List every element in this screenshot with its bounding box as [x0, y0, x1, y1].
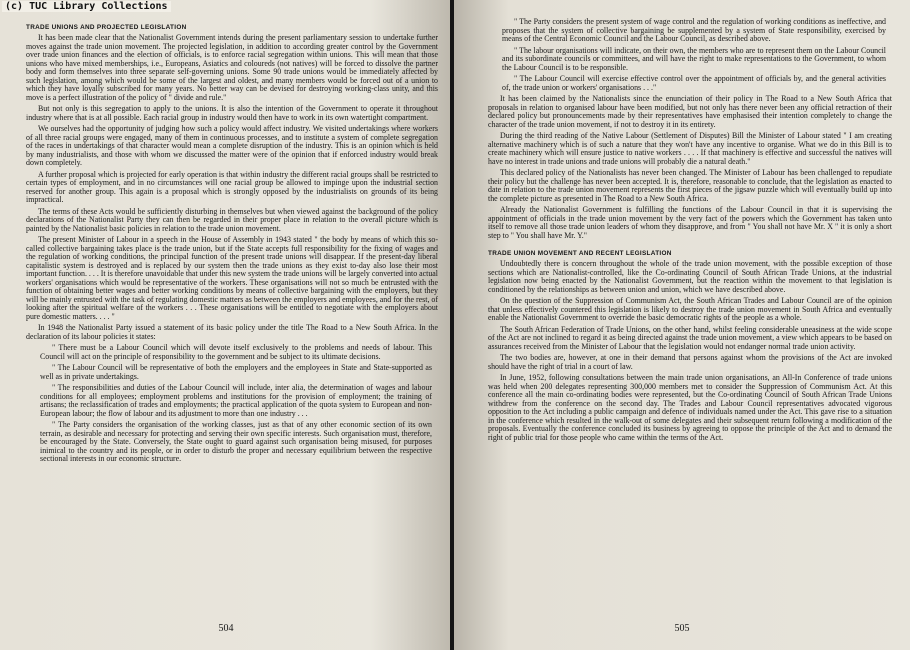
paragraph: The two bodies are, however, at one in their demand that persons against whom the provisions of the Act are invoked should have the right of trial in a court of law.: [488, 353, 892, 371]
quote-paragraph: " The Labour Council will be representative of both the employers and the employees in State and State-supported as well as in private undertakings.: [40, 363, 432, 381]
paragraph: The present Minister of Labour in a speech in the House of Assembly in 1943 stated " the body by means of which this so-called collective bargaining takes place is the trade union, but if the State accepts full responsibility for the fixing of wages and the regulation of working conditions, the principal function of the present trade unions will disappear. If the present-day liberal capitalistic system is destroyed and is replaced by our system then the trade unions as they exist to-day also lose their most important function. . . . It is therefore unavoidable that under this new system the trade unions will be largely converted into actual workers' organisations which would be representative of the workers. These organisations will not so much be entrusted with the function of obtaining better wages and better working conditions by means of collective bargaining with the employers, but they will be mainly entrusted with the task of regulating domestic matters as between the employers and employees, and for the rest, of looking after the spiritual welfare of the workers . . . These organisations will be entitled to negotiate with the employers about pure domestic matters. . . . ": [26, 235, 438, 321]
section-heading-recent-legislation: TRADE UNION MOVEMENT AND RECENT LEGISLATION: [488, 250, 672, 257]
paragraph: On the question of the Suppression of Communism Act, the South African Trades and Labour Council are of the opinion that unless effectively countered this legislation is likely to destroy the trade union movement in South Africa and eventually enable the Nationalist Government to override the basic democratic rights of the people as a whole.: [488, 296, 892, 322]
paragraph: We ourselves had the opportunity of judging how such a policy would affect industry. We visited undertakings where workers of all three racial groups were engaged, many of them in continuous processes, and to institute a system of complete segregation of the races in undertakings of that character would mean a complete disruption of the industry. This is an opinion which is held by many industrialists, and those with whom we discussed the matter were of the opinion that if enforced industry would break down completely.: [26, 124, 438, 167]
paragraph: This declared policy of the Nationalists has never been changed. The Minister of Labour has been challenged to repudiate their policy but the challenge has never been accepted. It is, therefore, reasonable to conclude, that the legislation as enacted to date in relation to the trade union movement represents the first pieces of the jigsaw puzzle which will eventually build up into the complete picture as presented in The Road to a New South Africa.: [488, 168, 892, 203]
page-number: 504: [218, 623, 234, 634]
quote-paragraph: " The responsibilities and duties of the Labour Council will include, inter alia, the determination of wages and labour conditions for all employees; employment problems and institutions for the provision of employment; the training of artisans; the reclassification of trades and employments; the practical application of the quota system to European and non-European labour; the flow of labour and its adjustment to more than one industry . . .: [40, 383, 432, 418]
paragraph: In June, 1952, following consultations between the main trade union organisations, an All-In Conference of trade unions was held when 200 delegates representing 300,000 members met to consider the Suppression of Communism Act. At this conference all the main co-ordinating bodies were represented, but the Co-ordinating Council of South African Trade Unions withdrew from the conference on the second day. The Trades and Labour Council representatives advocated vigorous opposition to the Act including a public campaign and defence of individuals named under the Act. This gave rise to a situation in the conference which resulted in the walk-out of some delegates and their subsequent return following a modification of the proposals. Eventually the conference concluded its business by agreeing to oppose the principle of the Act and to demand the right of public trial for those people who came within the terms of the Act.: [488, 373, 892, 442]
paragraph: The terms of these Acts would be sufficiently disturbing in themselves but when viewed against the background of the policy declarations of the Nationalist Party they can then be regarded in their proper place in relation to the overall picture which is painted by the Nationalist basic policies in relation to the trade union movement.: [26, 206, 438, 233]
paragraph: But not only is this segregation to apply to the unions. It is also the intention of the Government to operate it throughout industry where that is at all possible. Each racial group in industry would then have to work in its own watertight compartment.: [26, 104, 438, 122]
watermark-label: (c) TUC Library Collections: [2, 1, 171, 12]
paragraph: A further proposal which is projected for early operation is that within industry the different racial groups shall be restricted to certain types of employment, and in no circumstances will one racial group be allowed to impinge upon the industrial section reserved for another group. This again is a proposal which is strongly opposed by the industrialists on grounds of its being impractical.: [26, 169, 438, 204]
paragraph: Already the Nationalist Government is fulfilling the functions of the Labour Council in that it is supervising the appointment of officials in the trade union movement by the very fact of the powers which the Government has taken unto itself to remove all those trade union leaders of whom they disapprove, and from " You shall not have Mr. X " it is only a short step to " You shall have Mr. Y.": [488, 205, 892, 240]
paragraph: During the third reading of the Native Labour (Settlement of Disputes) Bill the Minister of Labour stated " I am creating alternative machinery which is of such a nature that they won't have any incentive to organise. What we do in this Bill is to create machinery which will ensure justice to native workers . . . . If that machinery is effective and successful the natives will have no interest in trade unions and trade unions will probably die a natural death.": [488, 131, 892, 166]
paragraph: Undoubtedly there is concern throughout the whole of the trade union movement, with the possible exception of those sections which are Nationalist-controlled, like the Co-ordinating Council of South African Trade Unions, at the industrial legislation now being enacted by the Nationalist Government, but the reaction within the movement to that legislation is conditioned by the relationships as between union and union, which we have described above.: [488, 259, 892, 294]
quote-paragraph: " The labour organisations will indicate, on their own, the members who are to represent them on the Labour Council and its subordinate councils or committees, and will have the right to make representations to the Government, to whom the Labour Council is to be responsible.: [502, 45, 886, 72]
paragraph: It has been claimed by the Nationalists since the enunciation of their policy in The Road to a New South Africa that proposals in relation to organised labour have been modified, but not only has there never been any official retraction of their declared policy but pronouncements made by their representatives have emphasised their intention completely to change the character of the trade union movement, if not to destroy it in its entirety.: [488, 94, 892, 129]
section-heading-trade-unions: TRADE UNIONS AND PROJECTED LEGISLATION: [26, 24, 187, 31]
quote-paragraph: " The Party considers the present system of wage control and the regulation of working conditions as ineffective, and proposes that the system of collective bargaining be supplemented by a system of State responsibility, exercised by means of the Central Economic Council and the Labour Council, as described above.: [502, 17, 886, 43]
quote-paragraph: " The Labour Council will exercise effective control over the appointment of officials by, and the general activities of, the trade union or workers' organisations . . .": [502, 74, 886, 92]
paragraph: In 1948 the Nationalist Party issued a statement of its basic policy under the title The Road to a New South Africa. In the declaration of its labour policies it states:: [26, 323, 438, 341]
paragraph: The South African Federation of Trade Unions, on the other hand, whilst feeling considerable uneasiness at the wide scope of the Act are not inclined to regard it as being directed against the trade union movement, a view which appears to be based on assurances received from the Minister of Labour that the legislation would not endanger normal trade union activity.: [488, 324, 892, 351]
quote-paragraph: " The Party considers the organisation of the working classes, just as that of any other economic section of its own terrain, as desirable and necessary for protecting and serving their own specific interests. Such organisation must, therefore, be encouraged by the State. Conversely, the State ought to guard against such organisation being misused, for purposes inimical to the country and its people, or in order to disturb the proper and necessary equilibrium between the respective sectional interests in our economic structure.: [40, 420, 432, 463]
quote-paragraph: " There must be a Labour Council which will devote itself exclusively to the problems and needs of labour. This Council will act on the principle of responsibility to the government and be subject to its ultimate decisions.: [40, 343, 432, 361]
paragraph: It has been made clear that the Nationalist Government intends during the present parliamentary session to undertake further moves against the trade union movement. The projected legislation, in addition to according greater control by the Government over trade union finances and the election of officials, is to enforce racial segregation within unions. This will mean that those unions who have mixed memberships, i.e., Europeans, Asiatics and coloureds (not natives) will be forced to dissolve the partner body and form themselves into three separate self-governing unions. Some 90 trade unions would be immediately affected by such legislation, among which would be some of the largest and oldest, and many members would be forced out of a union to which they have loyally subscribed for many years. No better way can be devised for destroying working-class unity, and this move is a perfect illustration of the policy of " divide and rule.": [26, 33, 438, 102]
page-number: 505: [674, 623, 690, 634]
left-page: [0, 0, 452, 650]
right-page: [454, 0, 910, 650]
